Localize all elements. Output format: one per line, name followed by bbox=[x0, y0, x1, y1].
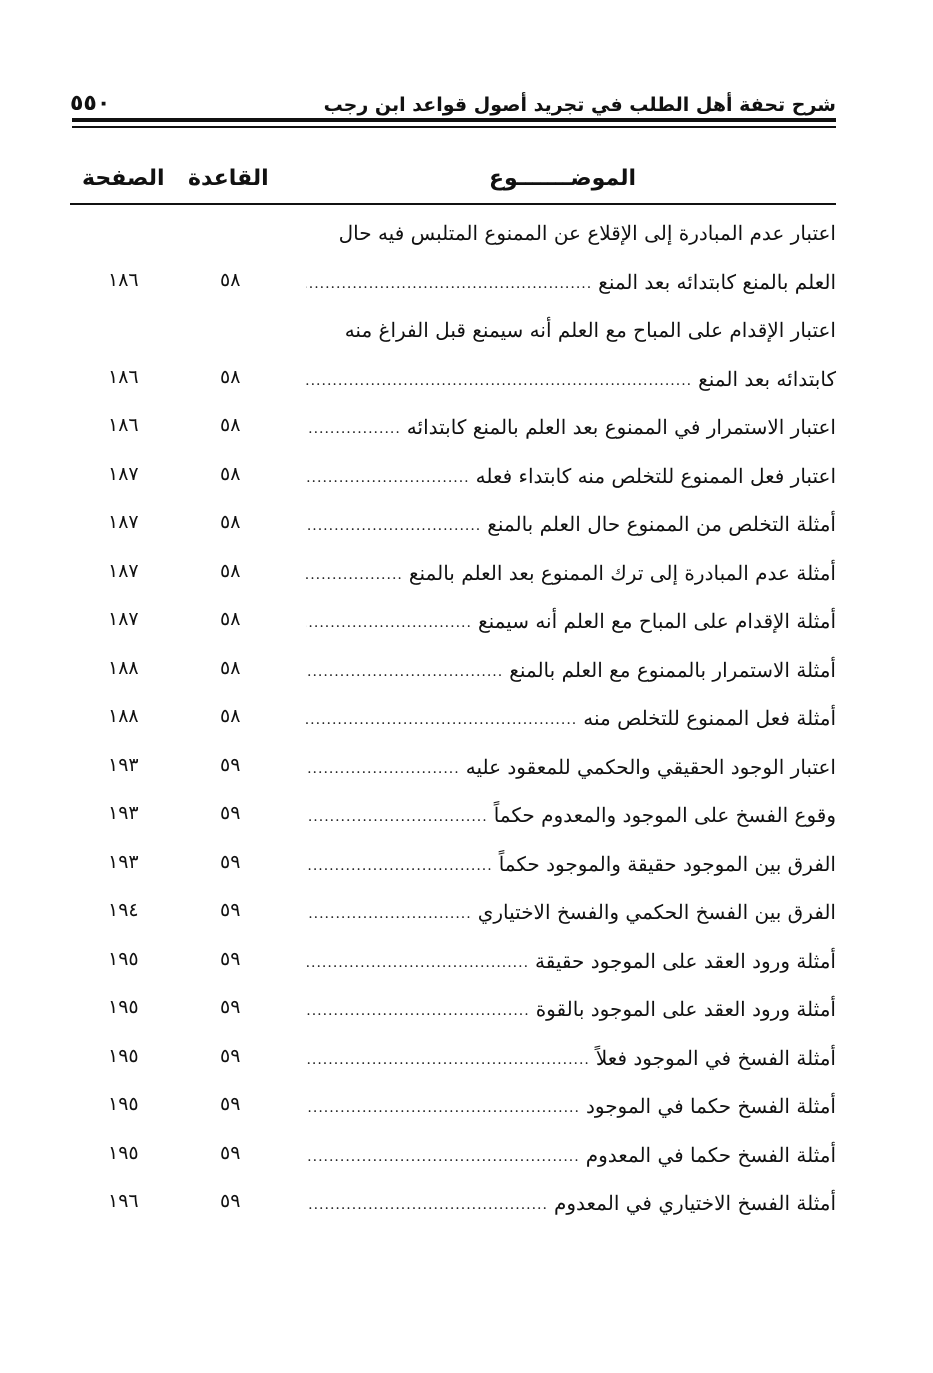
index-entry-page-number: ١٩٣ bbox=[108, 802, 139, 824]
index-entry-text: أمثلة عدم المبادرة إلى ترك الممنوع بعد العلم بالمنع bbox=[408, 560, 836, 585]
index-entry-text: العلم بالمنع كابتدائه بعد المنع bbox=[598, 269, 836, 294]
index-entry-text: أمثلة الفسخ حكما في المعدوم bbox=[585, 1142, 836, 1167]
leader-dots bbox=[306, 267, 592, 301]
leader-dots bbox=[306, 655, 503, 689]
index-entry-rule-number: ٥٨ bbox=[220, 559, 241, 582]
index-entry bbox=[70, 938, 836, 987]
index-entry-continuation bbox=[70, 210, 836, 259]
index-entry-text: اعتبار فعل الممنوع للتخلص منه كابتداء فعله bbox=[475, 463, 836, 488]
index-entry-topic bbox=[306, 1188, 836, 1222]
leader-dots bbox=[306, 703, 577, 737]
index-entry bbox=[70, 986, 836, 1035]
index-entry bbox=[70, 792, 836, 841]
index-entry bbox=[70, 501, 836, 550]
index-entry-rule-number: ٥٨ bbox=[220, 365, 241, 388]
index-entry-topic bbox=[306, 946, 836, 980]
index-entry-page-number: ١٩٥ bbox=[108, 1093, 139, 1115]
index-entry-text: اعتبار الاستمرار في الممنوع بعد العلم بالمنع كابتدائه bbox=[406, 415, 836, 439]
leader-dots bbox=[306, 509, 481, 543]
leader-dots bbox=[306, 1140, 580, 1174]
index-entry bbox=[70, 356, 836, 405]
leader-dots bbox=[306, 606, 472, 640]
index-entry-topic bbox=[306, 1091, 836, 1125]
index-entry-text: الفرق بين الموجود حقيقة والموجود حكماً bbox=[498, 851, 836, 876]
index-entry-page-number: ١٨٧ bbox=[108, 559, 139, 582]
leader-dots bbox=[306, 994, 530, 1028]
index-entry-text: اعتبار الوجود الحقيقي والحكمي للمعقود عليه bbox=[465, 754, 836, 779]
index-entry-topic bbox=[306, 1043, 836, 1077]
leader-dots bbox=[306, 1043, 590, 1077]
index-entry bbox=[70, 744, 836, 793]
index-entry-text: الفرق بين الفسخ الحكمي والفسخ الاختياري bbox=[477, 900, 836, 924]
index-entry-page-number: ١٨٨ bbox=[108, 705, 139, 727]
leader-dots bbox=[306, 364, 692, 398]
index-entry-rule-number: ٥٨ bbox=[220, 608, 241, 630]
header-rule-thick bbox=[72, 118, 836, 122]
index-entry-topic bbox=[306, 267, 836, 301]
index-entry-continuation bbox=[70, 307, 836, 356]
column-header-rule-line bbox=[70, 203, 836, 205]
index-entry-text: أمثلة فعل الممنوع للتخلص منه bbox=[583, 706, 836, 730]
index-entry-topic-line1 bbox=[306, 218, 836, 248]
index-entry-topic bbox=[306, 897, 836, 931]
index-entry-page-number: ١٩٥ bbox=[108, 1044, 139, 1067]
book-title: شرح تحفة أهل الطلب في تجريد أصول قواعد ابن رجب bbox=[323, 94, 836, 116]
index-entry-page-number: ١٩٣ bbox=[108, 850, 139, 873]
index-entry bbox=[70, 1132, 836, 1181]
index-entry bbox=[70, 404, 836, 453]
index-entry-text: أمثلة الفسخ في الموجود فعلاً bbox=[595, 1045, 836, 1070]
leader-dots bbox=[306, 897, 472, 931]
index-entry-rule-number: ٥٩ bbox=[220, 1190, 241, 1212]
leader-dots bbox=[306, 412, 401, 446]
index-entry-rule-number: ٥٩ bbox=[220, 850, 241, 873]
index-entry-topic-line1 bbox=[306, 315, 836, 345]
index-entry-page-number: ١٩٥ bbox=[108, 947, 139, 970]
index-entry-page-number: ١٩٣ bbox=[108, 753, 139, 776]
index-entry-text: كابتدائه بعد المنع bbox=[698, 366, 836, 391]
index-entries bbox=[70, 210, 836, 1229]
index-entry-topic bbox=[306, 752, 836, 786]
column-header-page: الصفحة bbox=[82, 166, 165, 191]
index-entry-text: أمثلة الفسخ حكما في الموجود bbox=[585, 1094, 836, 1118]
index-entry-page-number: ١٨٦ bbox=[108, 414, 139, 436]
index-entry-page-number: ١٩٥ bbox=[108, 996, 139, 1018]
running-header bbox=[70, 76, 836, 116]
index-entry-text: اعتبار الإقدام على المباح مع العلم أنه سيمنع قبل الفراغ منه bbox=[344, 318, 836, 342]
index-entry-page-number: ١٩٤ bbox=[108, 899, 139, 921]
index-entry-topic bbox=[306, 994, 836, 1028]
index-entry-rule-number: ٥٨ bbox=[220, 268, 241, 291]
index-entry bbox=[70, 453, 836, 502]
index-entry-topic bbox=[306, 703, 836, 737]
index-entry-page-number: ١٨٧ bbox=[108, 511, 139, 533]
index-entry-text: وقوع الفسخ على الموجود والمعدوم حكماً bbox=[493, 803, 836, 827]
index-entry-topic bbox=[306, 461, 836, 495]
index-entry-topic bbox=[306, 558, 836, 592]
index-entry-page-number: ١٨٦ bbox=[108, 268, 139, 291]
index-entry-rule-number: ٥٩ bbox=[220, 753, 241, 776]
index-entry bbox=[70, 259, 836, 308]
index-entry-text: اعتبار عدم المبادرة إلى الإقلاع عن الممنوع المتلبس فيه حال bbox=[338, 221, 836, 245]
leader-dots bbox=[306, 558, 403, 592]
index-entry-topic bbox=[306, 509, 836, 543]
index-entry-rule-number: ٥٨ bbox=[220, 705, 241, 727]
index-entry-topic bbox=[306, 364, 836, 398]
leader-dots bbox=[306, 800, 488, 834]
leader-dots bbox=[306, 946, 529, 980]
index-entry-topic bbox=[306, 800, 836, 834]
index-entry-text: أمثلة الإقدام على المباح مع العلم أنه سيمنع bbox=[477, 609, 836, 633]
index-entry-rule-number: ٥٩ bbox=[220, 1141, 241, 1164]
index-entry-rule-number: ٥٩ bbox=[220, 899, 241, 921]
index-entry-topic bbox=[306, 849, 836, 883]
index-entry bbox=[70, 889, 836, 938]
page-number: ٥٥٠ bbox=[70, 91, 111, 116]
index-entry-rule-number: ٥٩ bbox=[220, 1044, 241, 1067]
index-entry-rule-number: ٥٨ bbox=[220, 511, 241, 533]
index-entry-page-number: ١٩٥ bbox=[108, 1141, 139, 1164]
index-entry bbox=[70, 841, 836, 890]
column-header-topic: الموضـــــــوع bbox=[488, 166, 636, 191]
leader-dots bbox=[306, 752, 460, 786]
index-entry-topic bbox=[306, 606, 836, 640]
index-entry-page-number: ١٨٦ bbox=[108, 365, 139, 388]
index-entry-page-number: ١٨٧ bbox=[108, 608, 139, 630]
index-entry-text: أمثلة الاستمرار بالممنوع مع العلم بالمنع bbox=[509, 657, 836, 682]
leader-dots bbox=[306, 849, 493, 883]
index-entry-page-number: ١٩٦ bbox=[108, 1190, 139, 1212]
index-entry-text: أمثلة ورود العقد على الموجود حقيقة bbox=[535, 948, 836, 973]
index-entry bbox=[70, 1180, 836, 1229]
index-entry-rule-number: ٥٩ bbox=[220, 1093, 241, 1115]
index-entry bbox=[70, 695, 836, 744]
index-entry-rule-number: ٥٨ bbox=[220, 656, 241, 679]
index-entry-rule-number: ٥٩ bbox=[220, 947, 241, 970]
index-entry-topic bbox=[306, 1140, 836, 1174]
index-entry-text: أمثلة ورود العقد على الموجود بالقوة bbox=[535, 997, 836, 1021]
index-column-headers bbox=[70, 160, 836, 200]
header-rule-thin bbox=[72, 126, 836, 128]
index-entry-topic bbox=[306, 412, 836, 446]
index-entry-text: أمثلة الفسخ الاختياري في المعدوم bbox=[553, 1191, 836, 1215]
index-entry-rule-number: ٥٩ bbox=[220, 996, 241, 1018]
leader-dots bbox=[306, 1091, 580, 1125]
index-entry-rule-number: ٥٩ bbox=[220, 802, 241, 824]
leader-dots bbox=[306, 1188, 548, 1222]
index-entry-rule-number: ٥٨ bbox=[220, 414, 241, 436]
index-entry bbox=[70, 598, 836, 647]
index-entry bbox=[70, 647, 836, 696]
index-entry-rule-number: ٥٨ bbox=[220, 462, 241, 485]
column-header-rule: القاعدة bbox=[188, 166, 269, 191]
index-entry bbox=[70, 1035, 836, 1084]
index-entry-text: أمثلة التخلص من الممنوع حال العلم بالمنع bbox=[487, 512, 836, 536]
index-entry-page-number: ١٨٨ bbox=[108, 656, 139, 679]
index-entry-page-number: ١٨٧ bbox=[108, 462, 139, 485]
index-entry bbox=[70, 1083, 836, 1132]
index-entry-topic bbox=[306, 655, 836, 689]
leader-dots bbox=[306, 461, 470, 495]
index-entry bbox=[70, 550, 836, 599]
